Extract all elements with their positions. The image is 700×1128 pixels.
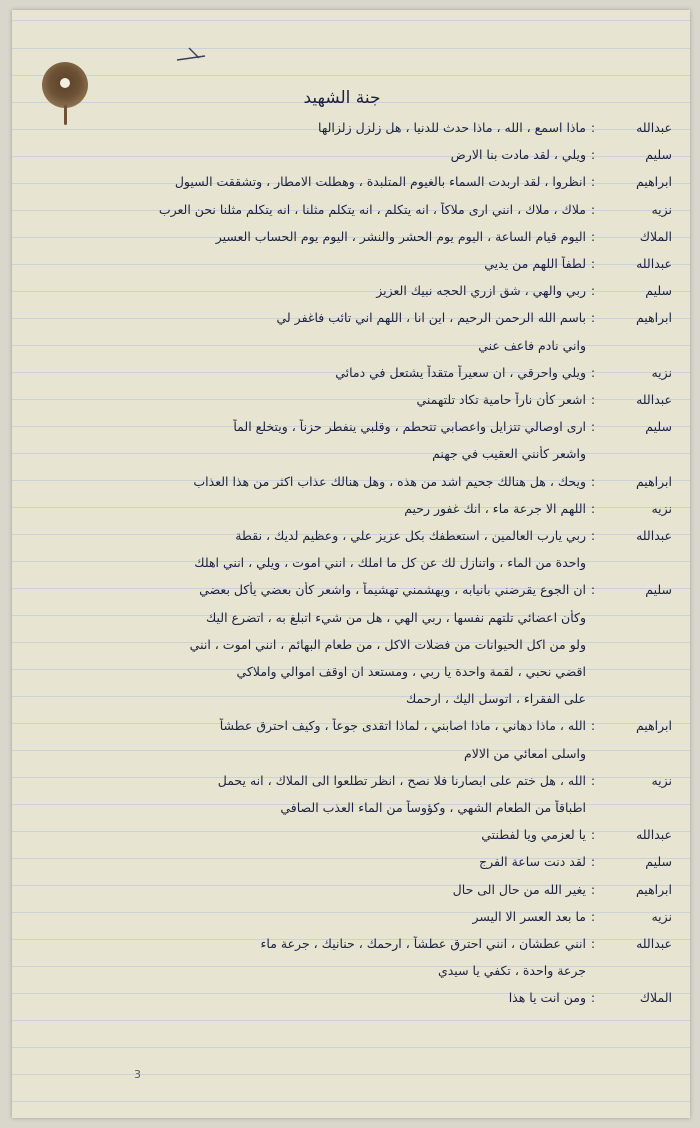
speaker-separator: : [590, 529, 596, 543]
dialogue-line [34, 174, 672, 189]
speaker-name: ابراهيم [635, 310, 672, 326]
speaker-separator: : [590, 202, 596, 217]
dialogue-line [34, 528, 672, 543]
speaker-name: ابراهيم [635, 881, 672, 897]
dialogue-line [34, 256, 672, 271]
page-title: جنة الشهيد [303, 88, 381, 108]
dialogue-line [34, 990, 672, 1005]
speaker-name: نزيه [651, 908, 672, 924]
dialogue-line [34, 936, 672, 951]
speaker-separator: : [590, 175, 596, 190]
speaker-name: الملاك [639, 990, 672, 1006]
punch-hole [60, 78, 70, 88]
speaker-separator: : [590, 148, 596, 163]
dialogue-text: يغير الله من حال الى حال [452, 881, 586, 897]
dialogue-text: ويلي ، لقد مادت بنا الارض [450, 147, 586, 163]
speaker-separator: : [590, 882, 596, 897]
speaker-separator: : [590, 855, 596, 870]
dialogue-text: الله ، هل ختم على ابصارنا فلا نصح ، انظر تطلعوا الى الملاك ، انه يحمل [217, 772, 586, 788]
paper-stain [42, 62, 88, 108]
dialogue-line [34, 664, 672, 679]
dialogue-text: انني عطشان ، انني احترق عطشاً ، ارحمك ، حنانيك ، جرعة ماء [260, 936, 586, 951]
speaker-name: ابراهيم [635, 473, 672, 489]
speaker-name: الملاك [639, 228, 672, 244]
dialogue-text: ربي يارب العالمين ، استعطفك بكل عزيز علي ، وعظيم لديك ، نقطة [235, 528, 586, 543]
speaker-name: عبدالله [636, 256, 672, 271]
dialogue-text: ولو من اكل الحيوانات من فضلات الاكل ، من طعام البهائم ، انني اموت ، انني [189, 636, 586, 652]
speaker-separator: : [590, 393, 596, 407]
dialogue-line [34, 827, 672, 842]
speaker-separator: : [590, 311, 596, 326]
dialogue-line [34, 691, 672, 706]
speaker-separator: : [590, 991, 596, 1006]
speaker-separator: : [590, 501, 596, 516]
dialogue-text: اشعر كأن ناراً حامية تكاد تلتهمني [416, 392, 586, 407]
dialogue-line [34, 637, 672, 652]
dialogue-line [34, 773, 672, 788]
dialogue-line [34, 882, 672, 897]
speaker-name: عبدالله [636, 120, 672, 135]
dialogue-text: لطفاً اللهم من يديي [484, 256, 586, 271]
dialogue-text: لقد دنت ساعة الفرج [479, 854, 586, 870]
dialogue-line [34, 310, 672, 325]
dialogue-text: وكأن اعضائي تلتهم نفسها ، ربي الهي ، هل من شيء اتبلغ به ، اتضرع اليك [205, 609, 586, 625]
dialogue-line [34, 365, 672, 380]
dialogue-line [34, 555, 672, 570]
dialogue-line [34, 909, 672, 924]
speaker-name: عبدالله [636, 528, 672, 543]
dialogue-text: ويحك ، هل هنالك جحيم اشد من هذه ، وهل هنالك عذاب اكثر من هذا العذاب [193, 473, 586, 489]
speaker-name: نزيه [651, 500, 672, 516]
dialogue-text: اقضي نحبي ، لقمة واحدة يا ربي ، ومستعد ان اوقف اموالي واملاكي [236, 664, 586, 679]
dialogue-text: الله ، ماذا دهاني ، ماذا اصابني ، لماذا اتقدى جوعاً ، وكيف احترق عطشاً [219, 718, 586, 734]
speaker-separator: : [590, 828, 596, 843]
dialogue-line [34, 963, 672, 978]
dialogue-text: على الفقراء ، اتوسل اليك ، ارحمك [405, 691, 586, 707]
speaker-separator: : [590, 121, 596, 135]
dialogue-line [34, 582, 672, 597]
dialogue-line [34, 283, 672, 298]
manuscript-page [12, 10, 690, 1118]
dialogue-text: انظروا ، لقد اربدت السماء بالغيوم المتلبدة ، وهطلت الامطار ، وتشققت السيول [174, 174, 586, 190]
speaker-name: سليم [645, 419, 672, 435]
speaker-separator: : [590, 257, 596, 271]
dialogue-line [34, 501, 672, 516]
dialogue-text: اللهم الا جرعة ماء ، انك غفور رحيم [404, 500, 586, 516]
page-number: 3 [134, 1068, 141, 1081]
dialogue-text: جرعة واحدة ، تكفي يا سيدي [437, 963, 586, 979]
speaker-separator: : [590, 284, 596, 299]
dialogue-text: واسلى امعائي من الالام [463, 745, 586, 761]
dialogue-text: ان الجوع يقرضني بانيابه ، ويهشمني تهشيماً ، واشعر كأن بعضي يأكل بعضي [199, 582, 586, 598]
dialogue-text: واحدة من الماء ، واتنازل لك عن كل ما املك ، انني اموت ، ويلي ، انني اهلك [194, 555, 586, 571]
dialogue-line [34, 202, 672, 217]
dialogue-text: يا لعزمي ويا لفطنتي [481, 827, 586, 843]
speaker-name: سليم [645, 854, 672, 870]
speaker-separator: : [590, 365, 596, 380]
dialogue-text: ما بعد العسر الا اليسر [472, 908, 586, 924]
dialogue-line [34, 392, 672, 407]
dialogue-text: اليوم قيام الساعة ، اليوم يوم الحشر والنشر ، اليوم يوم الحساب العسير [215, 228, 586, 244]
dialogue-line [34, 120, 672, 135]
speaker-name: ابراهيم [635, 174, 672, 190]
dialogue-line [34, 610, 672, 625]
dialogue-text: ارى اوصالي تتزايل واعصابي تتحطم ، وقلبي ينفطر حزناً ، ويتخلع الماً [233, 419, 586, 435]
speaker-name: سليم [645, 147, 672, 163]
dialogue-text: اطباقاً من الطعام الشهي ، وكؤوساً من الماء العذب الصافي [280, 800, 586, 815]
dialogue-line [34, 229, 672, 244]
dialogue-line [34, 718, 672, 733]
speaker-separator: : [590, 229, 596, 244]
speaker-separator: : [590, 583, 596, 598]
dialogue-line [34, 338, 672, 353]
speaker-name: نزيه [651, 201, 672, 217]
speaker-separator: : [590, 937, 596, 951]
dialogue-text: ومن انت يا هذا [508, 990, 586, 1006]
speaker-separator: : [590, 474, 596, 489]
speaker-separator: : [590, 420, 596, 435]
pencil-mark [175, 44, 215, 64]
dialogue-line [34, 446, 672, 461]
dialogue-line [34, 474, 672, 489]
dialogue-line [34, 800, 672, 815]
speaker-name: نزيه [651, 772, 672, 788]
speaker-name: عبدالله [636, 936, 672, 951]
dialogue-line [34, 419, 672, 434]
dialogue-text: ربي والهي ، شق ازري الحجه نبيك العزيز [376, 283, 586, 299]
speaker-name: نزيه [651, 364, 672, 380]
dialogue-line [34, 746, 672, 761]
speaker-name: عبدالله [636, 392, 672, 407]
speaker-separator: : [590, 773, 596, 788]
speaker-name: ابراهيم [635, 718, 672, 734]
speaker-name: عبدالله [636, 827, 672, 843]
dialogue-line [34, 854, 672, 869]
dialogue-text: ويلي واحرقي ، ان سعيراً متقداً يشتعل في دمائي [335, 364, 586, 380]
speaker-separator: : [590, 719, 596, 734]
speaker-separator: : [590, 909, 596, 924]
dialogue-text: واني نادم فاعف عني [478, 337, 586, 353]
dialogue-text: باسم الله الرحمن الرحيم ، اين انا ، اللهم اني تائب فاغفر لي [276, 310, 586, 326]
speaker-name: سليم [645, 283, 672, 299]
speaker-name: سليم [645, 582, 672, 598]
dialogue-text: واشعر كأنني العقيب في جهنم [432, 446, 586, 462]
dialogue-text: ملاك ، ملاك ، انني ارى ملاكاً ، انه يتكلم ، انه يتكلم مثلنا ، انه يتكلم مثلنا نحن العرب [158, 201, 586, 217]
dialogue-text: ماذا اسمع ، الله ، ماذا حدث للدنيا ، هل زلزل زلزالها [318, 120, 586, 135]
dialogue-line [34, 147, 672, 162]
